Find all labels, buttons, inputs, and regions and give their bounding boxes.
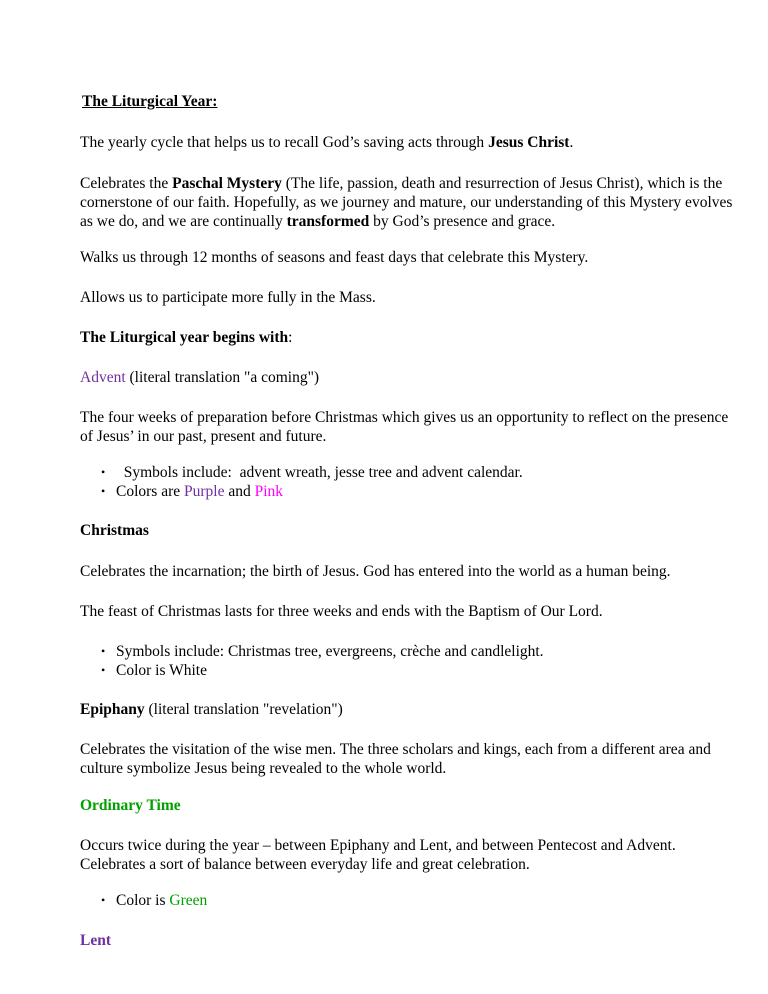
bullet-icon: • — [101, 465, 106, 479]
christmas-bullet-1-text: Symbols include: Christmas tree, evergreens, crèche and candlelight. — [116, 643, 544, 660]
intro-paragraph-5 — [80, 328, 740, 347]
list-item — [80, 482, 523, 501]
intro-p1-bold: Jesus Christ — [488, 134, 570, 151]
christmas-bullet-2-text: Color is White — [116, 662, 207, 679]
advent-color-purple: Purple — [184, 483, 225, 500]
christmas-list — [80, 642, 544, 680]
list-item — [80, 661, 544, 680]
ordinary-time-heading-label: Ordinary Time — [80, 797, 181, 814]
intro-p2-a: Celebrates the — [80, 175, 173, 192]
advent-description: The four weeks of preparation before Christmas which gives us an opportunity to reflect on the presence of Jesus’ in our past, present and future. — [80, 409, 729, 445]
epiphany-heading-rest: (literal translation "revelation") — [144, 701, 343, 718]
list-item — [80, 891, 207, 910]
advent-bullet-2-text: Colors are — [116, 483, 185, 500]
intro-p2-bold1: Paschal Mystery — [172, 175, 282, 192]
advent-heading — [80, 368, 740, 387]
bullet-icon: • — [101, 484, 106, 498]
ordinary-time-description: Occurs twice during the year – between Epiphany and Lent, and between Pentecost and Advent. Celebrates a sort of balance between everyday life and great celebration. — [80, 837, 676, 873]
ordinary-bullet-1-text: Color is — [116, 892, 170, 909]
advent-list — [80, 463, 523, 501]
christmas-description-1: Celebrates the incarnation; the birth of Jesus. God has entered into the world as a human being. — [80, 563, 671, 580]
list-item — [80, 463, 523, 482]
advent-heading-label: Advent — [80, 369, 126, 386]
epiphany-heading-label: Epiphany — [80, 701, 145, 718]
epiphany-heading — [80, 700, 740, 719]
intro-paragraph-2 — [80, 174, 740, 231]
lent-heading-label: Lent — [80, 932, 111, 949]
intro-p5-end: : — [288, 329, 293, 346]
lent-heading — [80, 931, 740, 950]
christmas-heading — [80, 521, 740, 540]
intro-p1-end: . — [569, 134, 574, 151]
intro-paragraph-4: Allows us to participate more fully in the Mass. — [80, 289, 376, 306]
ordinary-time-list — [80, 891, 207, 910]
ordinary-time-heading — [80, 796, 740, 815]
bullet-icon: • — [101, 663, 106, 677]
page-title: The Liturgical Year: — [82, 93, 218, 110]
advent-color-pink: Pink — [254, 483, 284, 500]
ordinary-color-green: Green — [169, 892, 208, 909]
intro-p2-bold2: transformed — [286, 213, 370, 230]
bullet-icon: • — [101, 644, 106, 658]
advent-heading-rest: (literal translation "a coming") — [125, 369, 320, 386]
epiphany-description: Celebrates the visitation of the wise men. The three scholars and kings, each from a different area and culture symbolize Jesus being revealed to the whole world. — [80, 741, 711, 777]
intro-paragraph-1 — [80, 133, 740, 152]
intro-p5-bold: The Liturgical year begins with — [80, 329, 289, 346]
list-item — [80, 642, 544, 661]
advent-bullet-1-text: Symbols include: advent wreath, jesse tree and advent calendar. — [116, 464, 523, 481]
intro-p2-b: (The life, passion, death and resurrection of Jesus Christ), which is the cornerstone of our faith. Hopefully, as we journey and mature, our understanding of this Mystery evolves as we do, and we are continually — [80, 175, 733, 230]
advent-bullet-2-and: and — [224, 483, 255, 500]
bullet-icon: • — [101, 893, 106, 907]
intro-paragraph-3: Walks us through 12 months of seasons and feast days that celebrate this Mystery. — [80, 249, 589, 266]
intro-p1-text: The yearly cycle that helps us to recall God’s saving acts through — [80, 134, 489, 151]
christmas-description-2: The feast of Christmas lasts for three weeks and ends with the Baptism of Our Lord. — [80, 603, 603, 620]
christmas-heading-label: Christmas — [80, 522, 149, 539]
intro-p2-c: by God’s presence and grace. — [369, 213, 556, 230]
